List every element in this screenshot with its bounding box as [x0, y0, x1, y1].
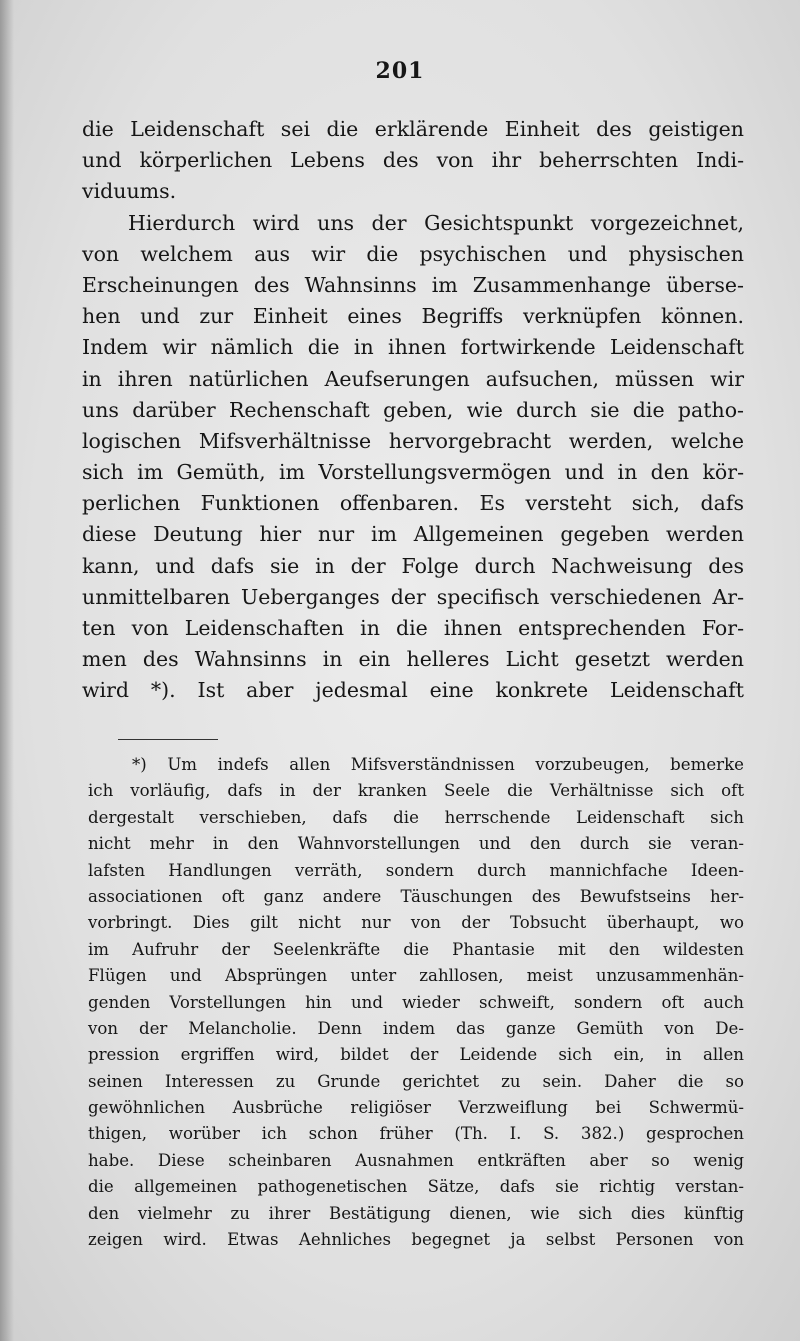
footnote-line: gewöhnlichen Ausbrüche religiöser Verzweiflung bei Schwermü- — [88, 1098, 744, 1118]
footnote-line: habe. Diese scheinbaren Ausnahmen entkräften aber so wenig — [88, 1150, 744, 1170]
footnote-line: dergestalt verschieben, dafs die herrschende Leidenschaft sich — [88, 807, 744, 827]
footnote-line: im Aufruhr der Seelenkräfte die Phantasie mit den wildesten — [88, 939, 744, 959]
text-line: wird *). Ist aber jedesmal eine konkrete Leidenschaft — [82, 678, 744, 703]
footnote-line: den vielmehr zu ihrer Bestätigung dienen, wie sich dies künftig — [88, 1203, 744, 1223]
text-line: ten von Leidenschaften in die ihnen entsprechenden For- — [82, 616, 744, 640]
footnote-line: nicht mehr in den Wahnvorstellungen und den durch sie veran- — [88, 834, 744, 854]
footnote-line: associationen oft ganz andere Täuschungen des Bewufstseins her- — [88, 886, 744, 906]
footnote-line: vorbringt. Dies gilt nicht nur von der Tobsucht überhaupt, wo — [88, 913, 744, 933]
text-line: unmittelbaren Ueberganges der specifisch verschiedenen Ar- — [82, 584, 744, 609]
text-line: viduums. — [82, 179, 177, 204]
footnote-line: lafsten Handlungen verräth, sondern durch mannichfache Ideen- — [88, 860, 744, 880]
text-line: men des Wahnsinns in ein helleres Licht gesetzt werden — [82, 647, 744, 672]
main-text-block — [82, 114, 744, 707]
text-line: von welchem aus wir die psychischen und physischen — [82, 241, 744, 266]
text-line: die Leidenschaft sei die erklärende Einheit des geistigen — [82, 117, 744, 141]
footnote-line: thigen, worüber ich schon früher (Th. I. S. 382.) gesprochen — [88, 1124, 744, 1144]
text-line: sich im Gemüth, im Vorstellungsvermögen und in den kör- — [82, 460, 744, 485]
text-line: hen und zur Einheit eines Begriffs verknüpfen können. — [82, 304, 744, 329]
page-number: 201 — [375, 58, 425, 84]
footnote-block — [88, 752, 744, 1253]
text-line: uns darüber Rechenschaft geben, wie durch sie die patho- — [82, 397, 744, 422]
text-line: logischen Mifsverhältnisse hervorgebracht werden, welche — [82, 428, 744, 453]
footnote-line: seinen Interessen zu Grunde gerichtet zu sein. Daher die so — [88, 1071, 744, 1091]
footnote-line: pression ergriffen wird, bildet der Leidende sich ein, in allen — [88, 1045, 744, 1065]
text-line: Erscheinungen des Wahnsinns im Zusammenhange überse- — [82, 272, 744, 297]
footnote-line: von der Melancholie. Denn indem das ganze Gemüth von De- — [88, 1018, 744, 1038]
page-gutter-shadow — [0, 0, 14, 1341]
text-line: Indem wir nämlich die in ihnen fortwirkende Leidenschaft — [82, 335, 744, 360]
text-line: diese Deutung hier nur im Allgemeinen gegeben werden — [82, 522, 744, 547]
footnote-divider — [118, 739, 218, 740]
footnote-line: genden Vorstellungen hin und wieder schweift, sondern oft auch — [88, 992, 744, 1012]
footnote-line: ich vorläufig, dafs in der kranken Seele die Verhältnisse sich oft — [88, 781, 744, 801]
text-line: in ihren natürlichen Aeufserungen aufsuchen, müssen wir — [82, 366, 744, 391]
footnote-line: Flügen und Absprüngen unter zahllosen, meist unzusammenhän- — [88, 966, 744, 986]
text-line: und körperlichen Lebens des von ihr beherrschten Indi- — [82, 148, 744, 173]
text-line: Hierdurch wird uns der Gesichtspunkt vorgezeichnet, — [128, 210, 744, 235]
footnote-line: die allgemeinen pathogenetischen Sätze, dafs sie richtig verstan- — [88, 1177, 744, 1197]
text-line: perlichen Funktionen offenbaren. Es versteht sich, dafs — [82, 491, 744, 516]
text-line: kann, und dafs sie in der Folge durch Nachweisung des — [82, 553, 744, 578]
footnote-line: *) Um indefs allen Mifsverständnissen vorzubeugen, bemerke — [132, 755, 744, 774]
footnote-line: zeigen wird. Etwas Aehnliches begegnet ja selbst Personen von — [88, 1230, 744, 1250]
